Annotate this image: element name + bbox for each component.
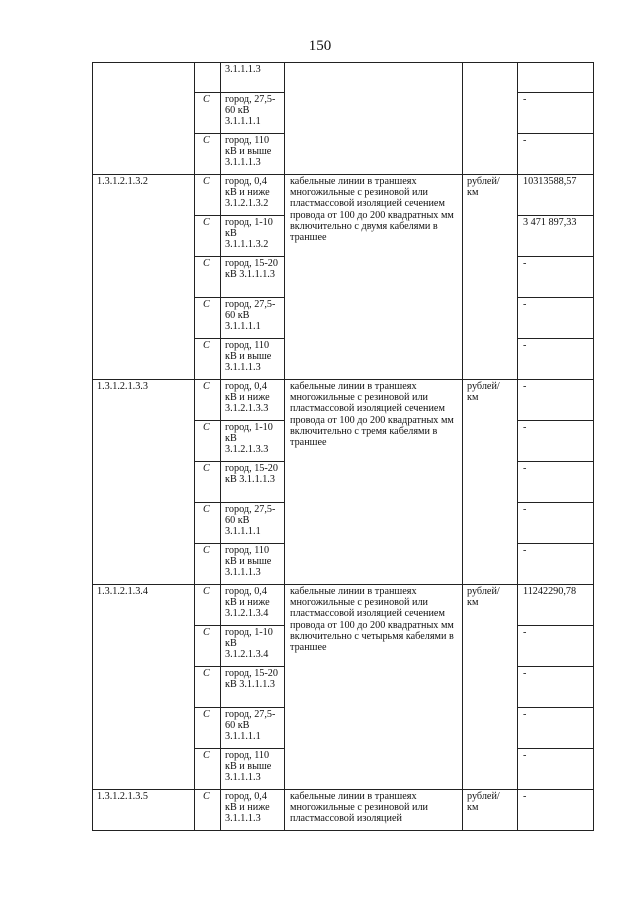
price-cell: -	[518, 380, 594, 421]
page-number: 150	[308, 38, 332, 54]
tariff-cell: город, 110 кВ и выше 3.1.1.1.3	[221, 339, 285, 380]
tariff-cell: город, 110 кВ и выше 3.1.1.1.3	[221, 749, 285, 790]
table-row	[93, 175, 594, 216]
category-cell: С	[195, 216, 221, 257]
category-cell: С	[195, 790, 221, 831]
price-cell: -	[518, 708, 594, 749]
tariff-cell: город, 27,5-60 кВ 3.1.1.1.1	[221, 298, 285, 339]
tariff-cell: город, 0,4 кВ и ниже 3.1.2.1.3.3	[221, 380, 285, 421]
price-cell: -	[518, 298, 594, 339]
price-cell: -	[518, 790, 594, 831]
category-cell: С	[195, 421, 221, 462]
price-cell: -	[518, 134, 594, 175]
description-cell: кабельные линии в траншеях многожильные с резиновой или пластмассовой изоляцией сечением провода от 100 до 200 квадратных мм включительно с тремя кабелями в траншее	[285, 380, 463, 585]
code-cell: 1.3.1.2.1.3.5	[93, 790, 195, 831]
price-cell: 3 471 897,33	[518, 216, 594, 257]
price-cell: 11242290,78	[518, 585, 594, 626]
category-cell: С	[195, 462, 221, 503]
price-cell: -	[518, 93, 594, 134]
description-cell: кабельные линии в траншеях многожильные с резиновой или пластмассовой изоляцией сечением провода от 100 до 200 квадратных мм включительно с четырьмя кабелями в траншее	[285, 585, 463, 790]
price-cell: 10313588,57	[518, 175, 594, 216]
tariff-cell: 3.1.1.1.3	[221, 63, 285, 93]
tariff-cell: город, 0,4 кВ и ниже 3.1.1.1.3	[221, 790, 285, 831]
tariff-table	[92, 62, 594, 831]
category-cell: С	[195, 708, 221, 749]
unit-cell: рублей/ км	[463, 585, 518, 790]
tariff-cell: город, 1-10 кВ 3.1.1.1.3.2	[221, 216, 285, 257]
code-cell: 1.3.1.2.1.3.4	[93, 585, 195, 790]
unit-cell: рублей/ км	[463, 175, 518, 380]
category-cell: С	[195, 257, 221, 298]
tariff-cell: город, 15-20 кВ 3.1.1.1.3	[221, 462, 285, 503]
category-cell: С	[195, 667, 221, 708]
category-cell: С	[195, 544, 221, 585]
category-cell: С	[195, 585, 221, 626]
category-cell	[195, 63, 221, 93]
category-cell: С	[195, 93, 221, 134]
unit-cell: рублей/ км	[463, 380, 518, 585]
unit-cell: рублей/ км	[463, 790, 518, 831]
tariff-cell: город, 27,5-60 кВ 3.1.1.1.1	[221, 708, 285, 749]
tariff-cell: город, 15-20 кВ 3.1.1.1.3	[221, 257, 285, 298]
price-cell	[518, 63, 594, 93]
category-cell: С	[195, 339, 221, 380]
category-cell: С	[195, 134, 221, 175]
description-cell: кабельные линии в траншеях многожильные с резиновой или пластмассовой изоляцией сечением провода от 100 до 200 квадратных мм включительно с двумя кабелями в траншее	[285, 175, 463, 380]
price-cell: -	[518, 421, 594, 462]
category-cell: С	[195, 380, 221, 421]
price-cell: -	[518, 257, 594, 298]
category-cell: С	[195, 298, 221, 339]
table-row	[93, 790, 594, 831]
price-cell: -	[518, 626, 594, 667]
tariff-cell: город, 27,5-60 кВ 3.1.1.1.1	[221, 503, 285, 544]
description-cell	[285, 63, 463, 175]
price-cell: -	[518, 544, 594, 585]
price-cell: -	[518, 749, 594, 790]
price-cell: -	[518, 667, 594, 708]
tariff-cell: город, 110 кВ и выше 3.1.1.1.3	[221, 544, 285, 585]
table-row	[93, 585, 594, 626]
code-cell: 1.3.1.2.1.3.3	[93, 380, 195, 585]
tariff-cell: город, 1-10 кВ 3.1.2.1.3.4	[221, 626, 285, 667]
category-cell: С	[195, 503, 221, 544]
category-cell: С	[195, 626, 221, 667]
tariff-cell: город, 0,4 кВ и ниже 3.1.2.1.3.2	[221, 175, 285, 216]
price-cell: -	[518, 339, 594, 380]
price-cell: -	[518, 503, 594, 544]
code-cell: 1.3.1.2.1.3.2	[93, 175, 195, 380]
tariff-cell: город, 27,5-60 кВ 3.1.1.1.1	[221, 93, 285, 134]
table-row	[93, 63, 594, 93]
code-cell	[93, 63, 195, 175]
tariff-cell: город, 15-20 кВ 3.1.1.1.3	[221, 667, 285, 708]
description-cell: кабельные линии в траншеях многожильные с резиновой или пластмассовой изоляцией	[285, 790, 463, 831]
unit-cell	[463, 63, 518, 175]
category-cell: С	[195, 175, 221, 216]
tariff-cell: город, 0,4 кВ и ниже 3.1.2.1.3.4	[221, 585, 285, 626]
tariff-cell: город, 1-10 кВ 3.1.2.1.3.3	[221, 421, 285, 462]
price-cell: -	[518, 462, 594, 503]
category-cell: С	[195, 749, 221, 790]
table-row	[93, 380, 594, 421]
tariff-cell: город, 110 кВ и выше 3.1.1.1.3	[221, 134, 285, 175]
